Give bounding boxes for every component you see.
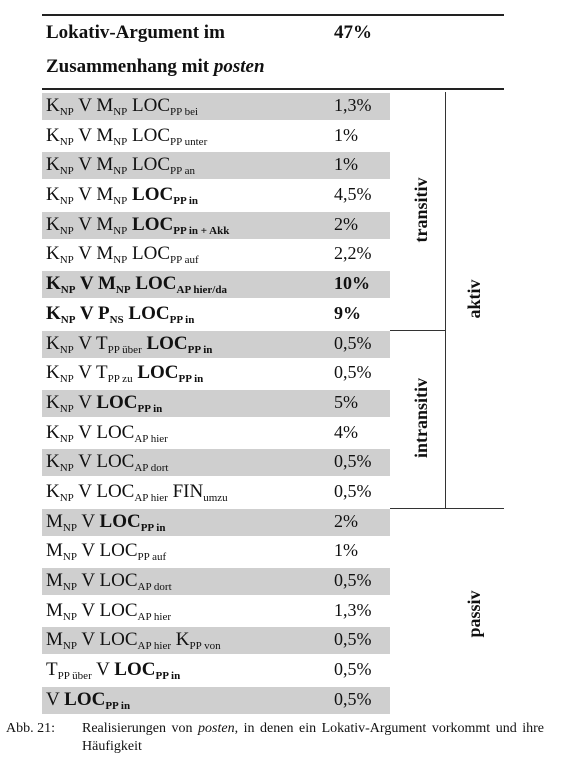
formula-part: V M [73,184,114,206]
table-row [42,567,504,597]
formula-part: PP auf [170,254,199,267]
formula-part: PP bei [170,106,199,118]
formula-part: K [46,480,60,502]
header-emphasis: posten [213,56,265,77]
table-row [42,181,504,211]
formula-part: + Akk [198,224,230,237]
formula-part: K [171,629,190,651]
formula-part: NP [59,224,74,237]
top-rule [42,14,504,16]
formula-part: K [46,421,60,443]
row-percent: 0,5% [334,362,372,383]
header-percent: 47% [334,22,372,43]
table-header [42,20,504,90]
formula-part: M [46,540,63,562]
row-percent: 0,5% [334,451,372,472]
group-label-intransitiv: intransitiv [411,378,431,459]
row-formula [46,125,207,148]
formula-part: LOC [137,362,179,384]
row-formula [46,422,168,445]
formula-part: NP [59,343,74,356]
row-percent: 1,3% [334,95,372,115]
formula-part: PP über [107,343,142,356]
formula-part: LOC [127,243,171,265]
formula-part: PP in [173,224,198,237]
row-formula [46,659,180,682]
formula-part: V M [73,243,114,265]
transitiv-bottom-line [390,330,446,331]
header-line-2: Zusammenhang mit posten [46,56,265,77]
row-percent: 9% [334,302,361,323]
formula-part: LOC [114,659,156,681]
formula-part: NP [62,610,77,623]
row-percent: 0,5% [334,659,372,680]
formula-part: PP über [57,670,92,683]
formula-part: K [46,213,60,235]
formula-part: M [46,570,63,591]
header-rule [42,88,504,90]
formula-part: K [46,243,60,265]
table-body [42,92,504,715]
formula-part: NP [59,195,74,208]
formula-part: M [46,510,63,532]
formula-part: PP in [140,521,166,534]
row-formula [46,540,166,563]
formula-part: NS [109,313,124,326]
row-percent: 2% [334,510,358,531]
aktiv-bracket-line [445,330,446,508]
formula-part: NP [59,165,74,178]
formula-part: LOC [127,124,171,146]
formula-part: V [76,510,100,532]
table-row [42,537,504,567]
formula-part: NP [59,402,74,415]
row-percent: 0,5% [334,480,372,501]
table-row [42,389,504,419]
formula-part: V M [73,95,114,116]
formula-part: V [91,659,115,681]
formula-part: LOC [127,154,171,176]
row-percent: 5% [334,391,358,412]
formula-part: V LOC [73,451,135,473]
formula-part: LOC [127,95,171,116]
formula-part: PP zu [107,373,133,386]
table-row [42,330,504,360]
row-formula [46,392,162,415]
formula-part: PP unter [170,135,208,148]
table-row [42,300,504,330]
row-percent: 1% [334,540,358,561]
table-row [42,508,504,538]
formula-part: AP hier [137,610,172,623]
table-row [42,359,504,389]
formula-part: umzu [203,491,228,504]
formula-part: M [46,599,63,621]
row-percent: 2,2% [334,243,372,264]
formula-part: K [46,332,60,354]
formula-part: NP [59,491,74,504]
row-percent: 1,3% [334,599,372,620]
group-label-transitiv: transitiv [411,177,431,243]
formula-part: V M [75,273,116,295]
table-row [42,597,504,627]
formula-part: PP an [170,165,196,178]
table-row [42,478,504,508]
formula-part: LOC [132,184,174,206]
formula-part: K [46,273,61,295]
formula-part: K [46,391,60,413]
table-row [42,122,504,152]
table-row [42,656,504,686]
formula-part: NP [62,581,77,593]
formula-part: PP von [189,640,221,653]
formula-part: V M [73,124,114,146]
formula-part: NP [62,521,77,534]
formula-part: NP [59,462,74,475]
formula-part: NP [59,135,74,148]
header-line-1: Lokativ-Argument im [46,22,225,43]
formula-part: M [46,629,63,651]
formula-part: V LOC [76,629,138,651]
formula-part: K [46,362,60,384]
group-label-aktiv: aktiv [464,279,484,319]
formula-part: PP in [178,373,204,386]
table-row [42,270,504,300]
formula-part: NP [60,284,76,297]
row-percent: 4,5% [334,184,372,205]
table-row [42,626,504,656]
formula-part: K [46,451,60,473]
formula-part: NP [59,106,74,118]
caption-label: Abb. 21: [6,721,55,736]
formula-part: AP hier [137,640,172,653]
formula-part: NP [113,106,128,118]
table-row [42,448,504,478]
formula-part: NP [113,195,128,208]
formula-part: V M [73,154,114,176]
formula-part: PP in [137,402,163,415]
formula-part: V [46,688,65,710]
formula-part: T [46,659,58,681]
row-formula [46,184,198,207]
formula-part: LOC [64,688,106,710]
row-percent: 1% [334,154,358,175]
formula-part: AP dort [134,462,169,475]
row-formula [46,511,165,534]
formula-part: LOC [123,302,170,324]
row-percent: 0,5% [334,629,372,650]
formula-part: NP [59,432,74,445]
row-formula [46,214,229,237]
formula-part: LOC [130,273,177,295]
table-row [42,686,504,716]
table-row [42,151,504,181]
formula-part: NP [62,551,77,564]
formula-part: V LOC [76,540,138,562]
table-row [42,240,504,270]
formula-part: PP in [187,343,213,356]
row-percent: 0,5% [334,570,372,590]
row-formula [46,303,194,326]
formula-part: LOC [99,510,141,532]
row-percent: 10% [334,273,370,294]
formula-part: PP in [169,313,195,326]
formula-part: V P [75,302,110,324]
formula-part: NP [59,254,74,267]
formula-part: NP [113,165,128,178]
aktiv-bottom-line [390,508,504,509]
group-label-passiv: passiv [464,590,484,638]
formula-part: NP [113,224,128,237]
formula-part: AP hier/da [176,284,227,297]
formula-part: V [73,391,97,413]
row-formula [46,154,195,177]
formula-part: PP in [105,699,131,712]
formula-part: K [46,124,60,146]
caption-text: Realisierungen von posten, in denen ein Lokativ-Argument vorkommt und ihre Häufigkeit [82,721,544,754]
formula-part: V LOC [73,421,135,443]
row-formula [46,629,221,652]
transitiv-bracket-line [445,92,446,330]
formula-part: PP in [155,670,181,683]
table-row [42,419,504,449]
row-percent: 4% [334,421,358,442]
row-formula [46,600,171,623]
row-percent: 0,5% [334,688,372,709]
formula-part: NP [59,373,74,386]
row-formula [46,273,227,296]
formula-part: V LOC [76,570,138,591]
table-row [42,92,504,122]
row-formula [46,451,168,474]
formula-part: FIN [167,480,204,502]
row-percent: 0,5% [334,332,372,353]
row-percent: 2% [334,213,358,234]
formula-part: NP [60,313,76,326]
formula-part: NP [62,640,77,653]
row-formula [46,481,228,504]
formula-part: PP in [173,195,198,208]
formula-part: AP dort [137,581,172,593]
formula-part: LOC [96,391,138,413]
formula-part: NP [115,284,131,297]
formula-part: PP auf [137,551,167,564]
formula-part: V LOC [76,599,138,621]
row-formula [46,570,172,593]
formula-part: V LOC [73,480,135,502]
formula-part: K [46,95,60,116]
formula-part: V T [73,332,108,354]
formula-part: LOC [146,332,188,354]
formula-part: K [46,184,60,206]
formula-part: K [46,302,61,324]
row-formula [46,95,198,118]
row-percent: 1% [334,124,358,145]
formula-part: AP hier [134,432,168,445]
formula-part: NP [113,135,128,148]
formula-part: AP hier [134,491,168,504]
formula-part: K [46,154,60,176]
table-row [42,211,504,241]
formula-part: V T [73,362,108,384]
formula-part: NP [113,254,128,267]
row-formula [46,362,203,385]
row-formula [46,333,212,356]
row-formula [46,243,199,266]
caption-emphasis: posten [198,721,235,736]
formula-part: LOC [132,213,174,235]
row-formula [46,689,130,712]
formula-part: V M [73,213,114,235]
